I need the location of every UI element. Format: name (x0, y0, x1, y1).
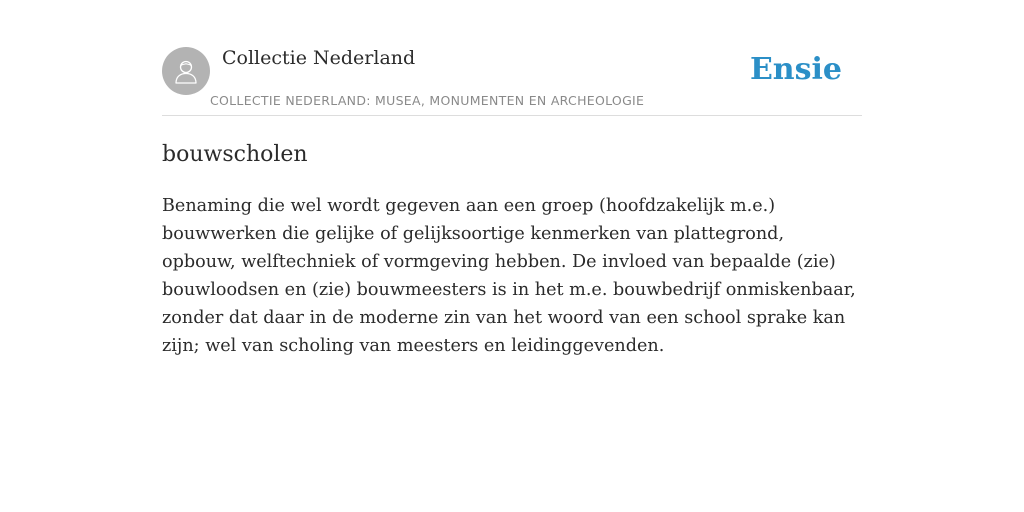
entry-header (162, 0, 862, 116)
author-name[interactable]: Collectie Nederland (222, 47, 416, 69)
author-avatar[interactable] (162, 47, 210, 95)
entry-term: bouwscholen (162, 142, 308, 167)
author-subtitle: COLLECTIE NEDERLAND: MUSEA, MONUMENTEN EN ARCHEOLOGIE (210, 93, 645, 108)
entry-card (162, 0, 862, 512)
ensie-logo[interactable]: Ensie (749, 52, 842, 87)
entry-definition: Benaming die wel wordt gegeven aan een groep (hoofdzakelijk m.e.) bouwwerken die gelijke of gelijksoortige kenmerken van plattegrond, opbouw, welftechniek of vormgeving hebben. De invloed van bepaalde (zie) bouwloodsen en (zie) bouwmeesters is in het m.e. bouwbedrijf onmiskenbaar, zonder dat daar in de moderne zin van het woord van een school sprake kan zijn; wel van scholing van meesters en leidinggevenden. (162, 196, 856, 356)
user-silhouette-icon (171, 56, 201, 86)
